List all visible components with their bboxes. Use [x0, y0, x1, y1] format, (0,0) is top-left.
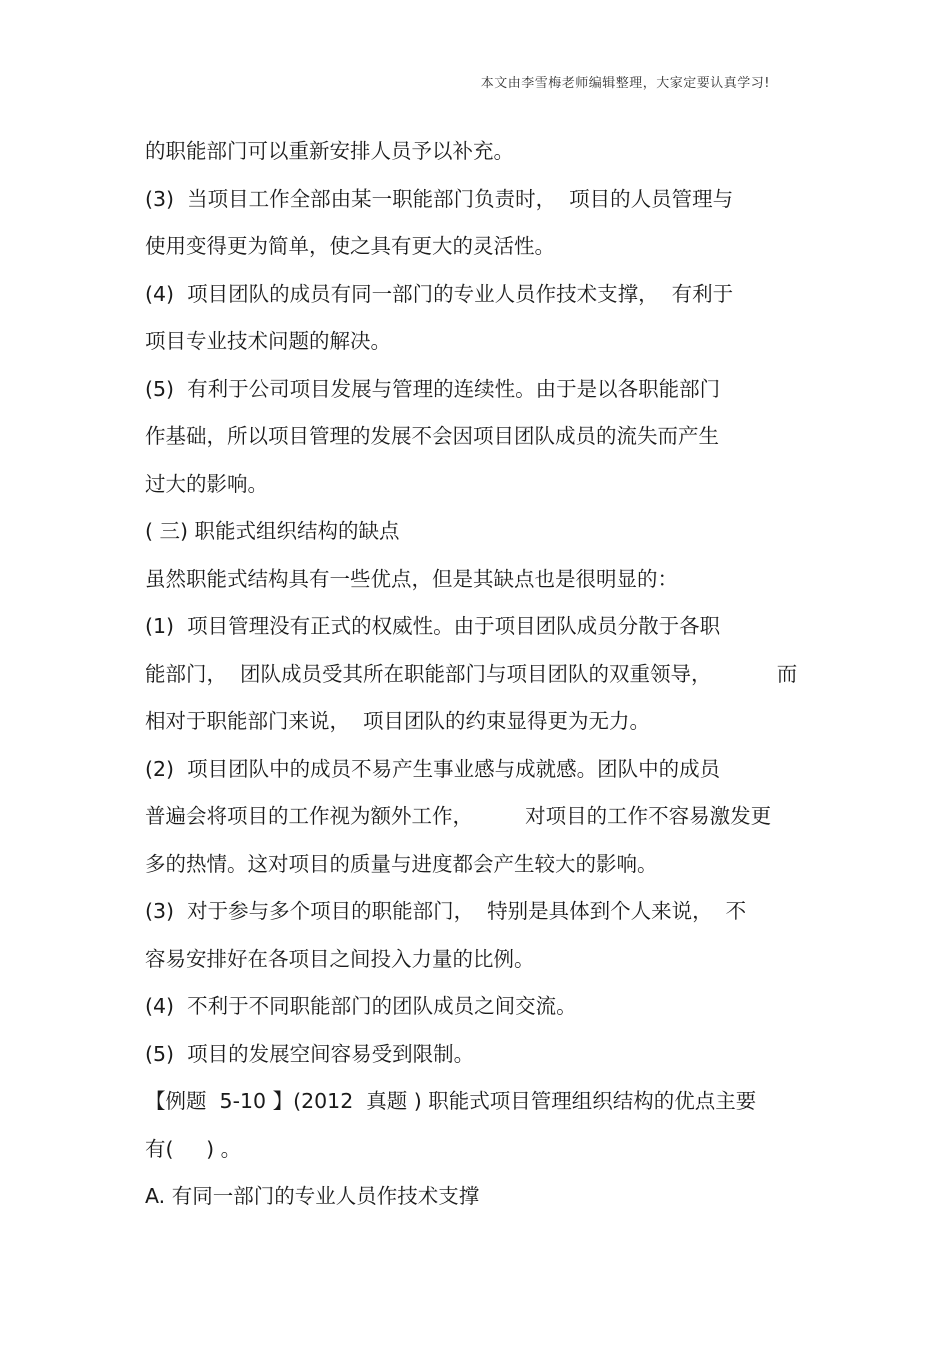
text-line: 容易安排好在各项目之间投入力量的比例。: [145, 946, 535, 971]
text-line: (4) 项目团队的成员有同一部门的专业人员作技术支撑， 有利于: [145, 281, 734, 306]
section-heading: ( 三) 职能式组织结构的缺点: [145, 519, 400, 543]
text-line: 普遍会将项目的工作视为额外工作， 对项目的工作不容易激发更: [145, 804, 772, 828]
text-line: (4) 不利于不同职能部门的团队成员之间交流。: [145, 994, 577, 1018]
text-line: 相对于职能部门来说， 项目团队的约束显得更为无力。: [145, 709, 651, 733]
text-line: (1) 项目管理没有正式的权威性。由于项目团队成员分散于各职: [145, 614, 721, 638]
text-line: (3) 当项目工作全部由某一职能部门负责时， 项目的人员管理与: [145, 186, 734, 211]
text-line: (5) 有利于公司项目发展与管理的连续性。由于是以各职能部门: [145, 376, 721, 401]
text-line: (2) 项目团队中的成员不易产生事业感与成就感。团队中的成员: [145, 756, 721, 781]
text-line: 能部门， 团队成员受其所在职能部门与项目团队的双重领导， 而: [145, 661, 798, 686]
text-line: 虽然职能式结构具有一些优点，但是其缺点也是很明显的：: [145, 566, 678, 591]
text-line: 使用变得更为简单，使之具有更大的灵活性。: [145, 234, 555, 258]
example-question-blank: 有( ) 。: [145, 1136, 242, 1161]
text-line: 项目专业技术问题的解决。: [145, 329, 391, 353]
text-line: 的职能部门可以重新安排人员予以补充。: [145, 139, 514, 163]
example-question: 【例题 5-10 】(2012 真题 ) 职能式项目管理组织结构的优点主要: [145, 1089, 757, 1113]
answer-option-a: A. 有同一部门的专业人员作技术支撑: [145, 1184, 480, 1208]
text-line: 过大的影响。: [145, 471, 268, 496]
body-text: [145, 128, 825, 1221]
text-line: 多的热情。这对项目的质量与进度都会产生较大的影响。: [145, 851, 658, 876]
text-line: (5) 项目的发展空间容易受到限制。: [145, 1041, 475, 1066]
text-line: (3) 对于参与多个项目的职能部门， 特别是具体到个人来说， 不: [145, 899, 747, 923]
text-line: 作基础，所以项目管理的发展不会因项目团队成员的流失而产生: [145, 424, 719, 448]
header-note: 本文由李雪梅老师编辑整理，大家定要认真学习!: [480, 76, 770, 91]
